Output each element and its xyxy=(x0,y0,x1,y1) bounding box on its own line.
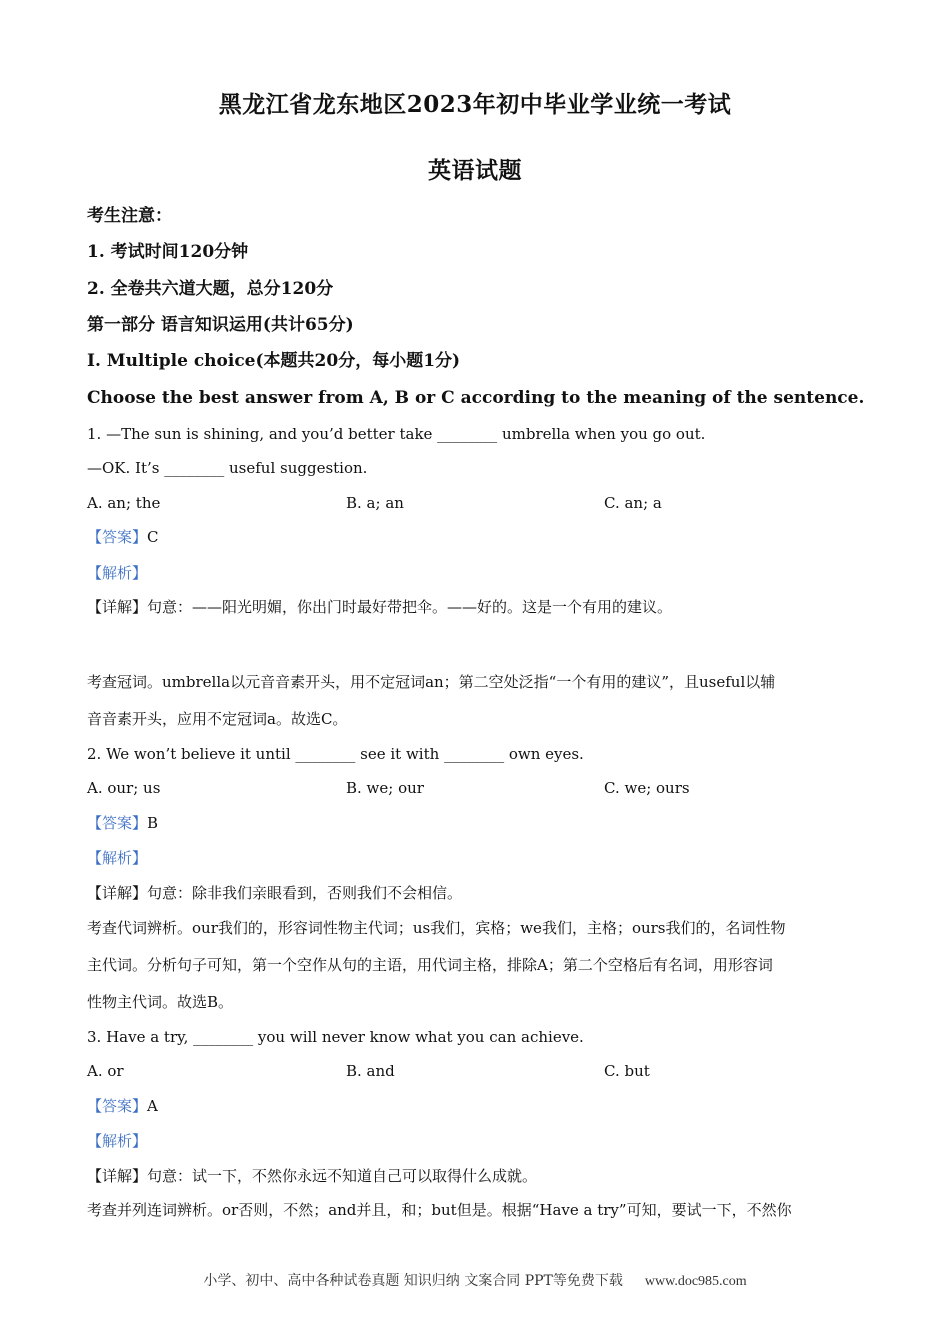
question-3-answer xyxy=(87,1096,158,1116)
section-heading: Ⅰ. Multiple choice(本题共20分，每小题1分) xyxy=(87,351,461,371)
answer-tag: 【答案】 xyxy=(87,814,148,832)
answer-value: B xyxy=(147,814,159,832)
notice-heading: 考生注意： xyxy=(87,206,172,226)
question-2-explanation-line-2: 主代词。分析句子可知，第一个空作从句的主语，用代词主格，排除A；第二个空格后有名词，用形容词 xyxy=(87,956,773,974)
answer-value: A xyxy=(147,1097,158,1115)
question-3-analysis-tag: 【解析】 xyxy=(87,1132,148,1150)
footer-url[interactable]: www.doc985.com xyxy=(644,1274,747,1289)
question-3-option-b: B. and xyxy=(346,1062,395,1080)
question-2-option-c: C. we; ours xyxy=(604,779,690,797)
question-1-analysis-tag: 【解析】 xyxy=(87,564,148,582)
question-2-detail xyxy=(87,883,462,903)
detail-tag: 【详解】 xyxy=(87,1167,148,1185)
detail-text: 句意：——阳光明媚，你出门时最好带把伞。——好的。这是一个有用的建议。 xyxy=(147,598,673,616)
question-3-detail xyxy=(87,1166,537,1186)
answer-tag: 【答案】 xyxy=(87,528,148,546)
question-1-stem: 1. —The sun is shining, and you’d better take ________ umbrella when you go out. xyxy=(87,425,706,443)
question-2-option-a: A. our; us xyxy=(87,779,161,797)
question-2-option-b: B. we; our xyxy=(346,779,424,797)
question-1-explanation-line-1: 考查冠词。umbrella以元音音素开头，用不定冠词an；第二空处泛指“一个有用的建议”，且useful以辅 xyxy=(87,673,776,691)
answer-value: C xyxy=(147,528,159,546)
question-3-stem: 3. Have a try, ________ you will never know what you can achieve. xyxy=(87,1028,584,1046)
question-2-stem: 2. We won’t believe it until ________ see it with ________ own eyes. xyxy=(87,745,584,763)
question-1-answer xyxy=(87,527,159,547)
notice-item-time: 1. 考试时间120分钟 xyxy=(87,242,249,262)
exam-subtitle: 英语试题 xyxy=(428,157,522,184)
detail-text: 句意：试一下，不然你永远不知道自己可以取得什么成就。 xyxy=(147,1167,538,1185)
detail-text: 句意：除非我们亲眼看到，否则我们不会相信。 xyxy=(147,884,463,902)
question-2-answer xyxy=(87,813,158,833)
question-2-analysis-tag: 【解析】 xyxy=(87,849,148,867)
question-2-explanation-line-3: 性物主代词。故选B。 xyxy=(87,993,234,1011)
question-3-explanation-line-1: 考查并列连词辨析。or否则，不然；and并且，和；but但是。根据“Have a try”可知，要试一下，不然你 xyxy=(87,1201,792,1219)
page-footer xyxy=(0,1270,950,1290)
question-3-option-a: A. or xyxy=(87,1062,124,1080)
question-1-option-a: A. an; the xyxy=(87,494,161,512)
footer-text: 小学、初中、高中各种试卷真题 知识归纳 文案合同 PPT等免费下载 xyxy=(203,1273,623,1289)
question-2-explanation-line-1: 考查代词辨析。our我们的，形容词性物主代词；us我们，宾格；we我们，主格；ours我们的，名词性物 xyxy=(87,919,786,937)
answer-tag: 【答案】 xyxy=(87,1097,148,1115)
question-1-detail xyxy=(87,597,672,617)
exam-title: 黑龙江省龙东地区2023年初中毕业学业统一考试 xyxy=(218,91,732,118)
instruction-text: Choose the best answer from A, B or C according to the meaning of the sentence. xyxy=(87,388,865,408)
question-3-option-c: C. but xyxy=(604,1062,650,1080)
notice-item-score: 2. 全卷共六道大题，总分120分 xyxy=(87,279,334,299)
question-1-explanation-line-2: 音音素开头，应用不定冠词a。故选C。 xyxy=(87,710,348,728)
detail-tag: 【详解】 xyxy=(87,884,148,902)
detail-tag: 【详解】 xyxy=(87,598,148,616)
question-1-stem-reply: —OK. It’s ________ useful suggestion. xyxy=(87,459,368,477)
question-1-option-b: B. a; an xyxy=(346,494,404,512)
part-heading: 第一部分 语言知识运用(共计65分) xyxy=(87,315,354,335)
question-1-option-c: C. an; a xyxy=(604,494,662,512)
